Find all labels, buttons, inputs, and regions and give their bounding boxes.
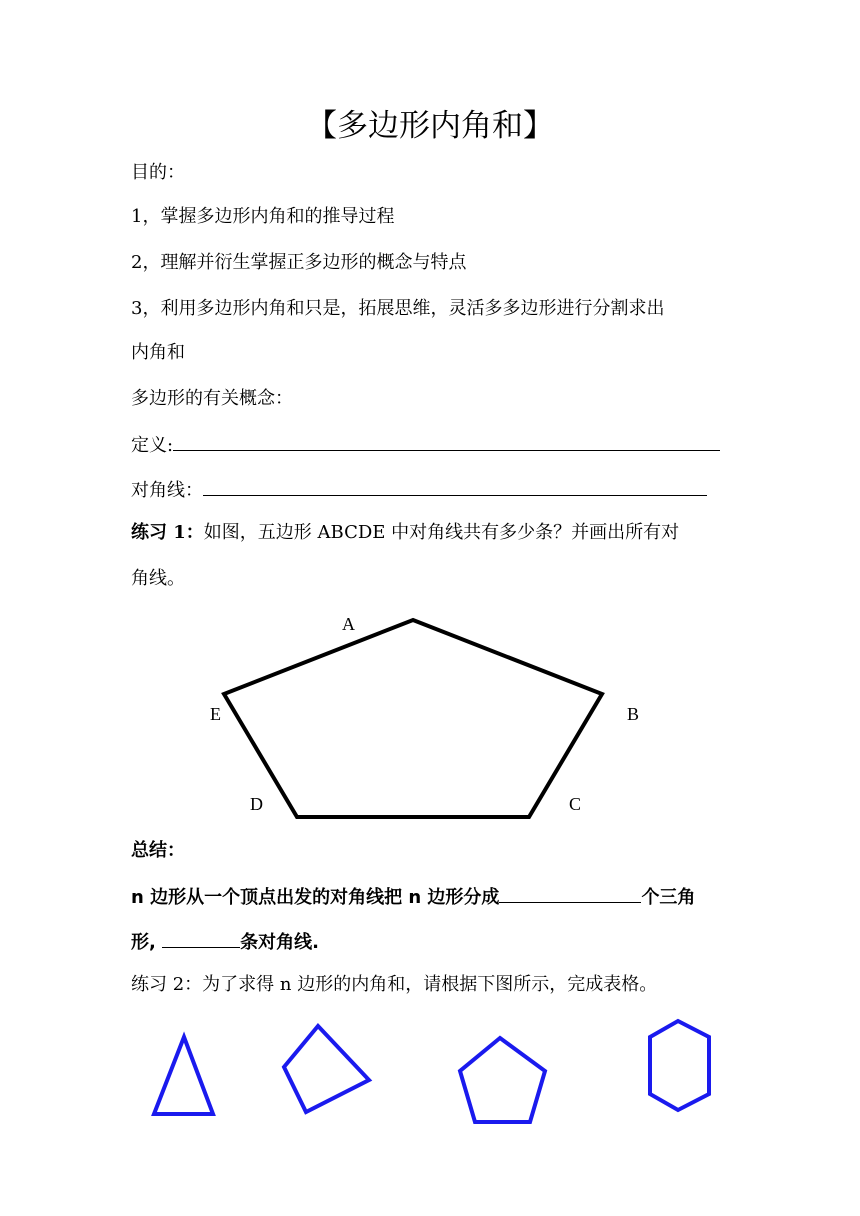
exercise-1-text: 如图，五边形 ABCDE 中对角线共有多少条？并画出所有对 <box>203 522 680 543</box>
exercise-1-label: 练习 1： <box>131 522 204 543</box>
pentagon-shape <box>460 1038 545 1122</box>
page-title: 【多边形内角和】 <box>306 108 554 144</box>
diagonal-label: 对角线： <box>131 480 203 501</box>
hexagon-shape <box>650 1021 709 1110</box>
summary-line-2-part-1: 形, <box>131 932 156 953</box>
vertex-label-c: C <box>569 794 582 814</box>
objective-item-3-line-2: 内角和 <box>131 342 185 363</box>
vertex-label-a: A <box>342 614 355 634</box>
objectives-heading: 目的： <box>131 162 185 183</box>
objective-item-3-line-1: 3，利用多边形内角和只是，拓展思维，灵活多多边形进行分割求出 <box>131 298 665 319</box>
summary-line-1-part-1: n 边形从一个顶点出发的对角线把 n 边形分成 <box>131 887 500 908</box>
triangle-shape <box>154 1037 213 1114</box>
exercise-1-line-2: 角线。 <box>131 568 185 589</box>
pentagon-abcde <box>224 620 602 817</box>
summary-line-1 <box>131 884 695 910</box>
exercise-2-text: 练习 2：为了求得 n 边形的内角和，请根据下图所示，完成表格。 <box>131 974 658 995</box>
summary-heading: 总结： <box>131 840 185 861</box>
objective-item-1: 1，掌握多边形内角和的推导过程 <box>131 206 395 227</box>
concepts-heading: 多边形的有关概念： <box>131 388 293 409</box>
vertex-label-b: B <box>627 704 640 724</box>
vertex-label-e: E <box>210 704 221 724</box>
objective-item-2: 2，理解并衍生掌握正多边形的概念与特点 <box>131 252 467 273</box>
triangle-count-blank[interactable] <box>499 884 641 903</box>
quadrilateral-shape <box>284 1026 369 1112</box>
summary-line-1-part-2: 个三角 <box>641 887 696 908</box>
definition-label: 定义: <box>131 435 174 456</box>
vertex-label-d: D <box>250 794 263 814</box>
diagonal-count-blank[interactable] <box>162 929 240 948</box>
summary-line-2 <box>131 929 319 955</box>
summary-line-2-part-2: 条对角线. <box>240 932 319 953</box>
